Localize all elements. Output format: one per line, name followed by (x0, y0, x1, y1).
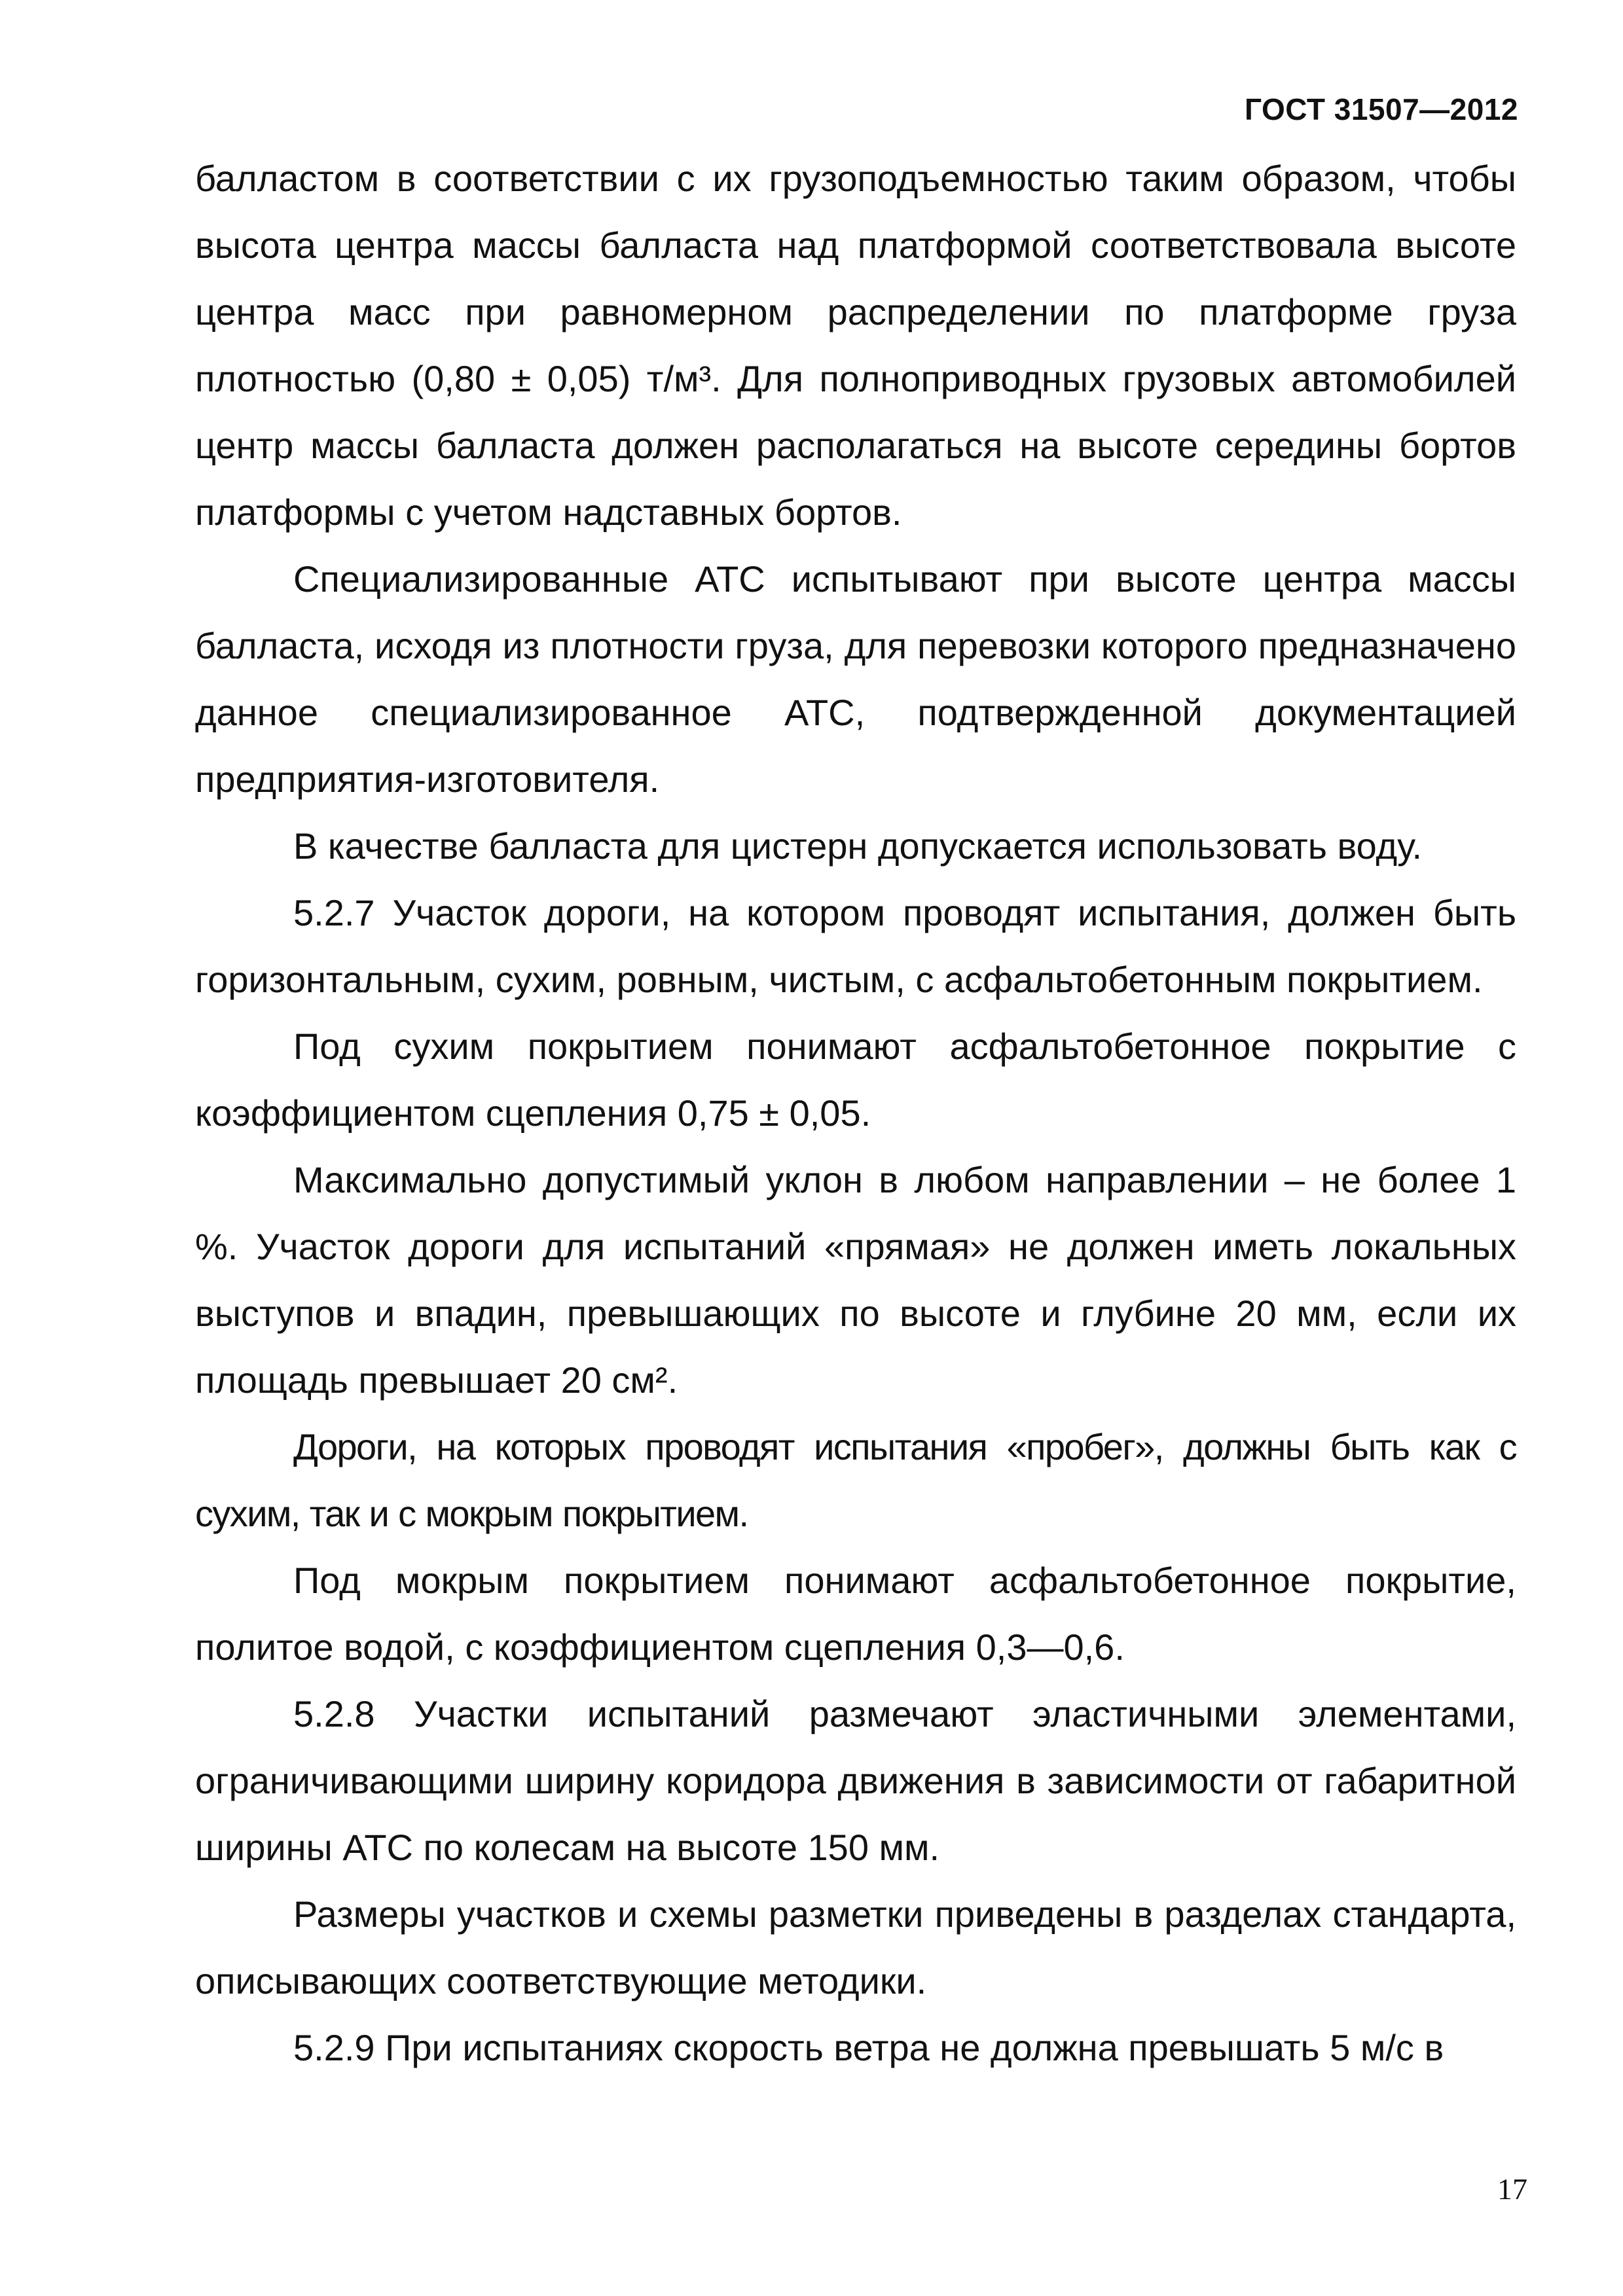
paragraph: Под сухим покрытием понимают асфальтобетонное покрытие с коэффициентом сцепления 0,75 ± 0,05. (195, 1026, 1516, 1134)
paragraph: Под мокрым покрытием понимают асфальтобетонное покрытие, политое водой, с коэффициентом сцепления 0,3—0,6. (195, 1560, 1516, 1668)
paragraph: Размеры участков и схемы разметки приведены в разделах стандарта, описывающих соответствующие методики. (195, 1893, 1516, 2001)
paragraph: В качестве балласта для цистерн допускается использовать воду. (293, 825, 1423, 867)
paragraph: Максимально допустимый уклон в любом направлении – не более 1 %. Участок дороги для испытаний «прямая» не должен иметь локальных выступов и впадин, превышающих по высоте и глубине 20 мм, если их площадь превышает 20 см². (195, 1159, 1516, 1401)
document-header: ГОСТ 31507—2012 (1245, 92, 1518, 126)
document-body (195, 145, 1516, 2081)
paragraph: 5.2.8 Участки испытаний размечают эластичными элементами, ограничивающими ширину коридора движения в зависимости от габаритной ширины АТС по колесам на высоте 150 мм. (195, 1693, 1516, 1868)
paragraph: Дороги, на которых проводят испытания «пробег», должны быть как с сухим, так и с мокрым покрытием. (195, 1426, 1516, 1534)
page-number: 17 (1497, 2172, 1527, 2206)
paragraph: 5.2.7 Участок дороги, на котором проводят испытания, должен быть горизонтальным, сухим, ровным, чистым, с асфальтобетонным покрытием. (195, 892, 1516, 1000)
paragraph: Специализированные АТС испытывают при высоте центра массы балласта, исходя из плотности груза, для перевозки которого предназначено данное специализированное АТС, подтвержденной документацией предприятия-изготовителя. (195, 558, 1516, 800)
paragraph: балластом в соответствии с их грузоподъемностью таким образом, чтобы высота центра массы балласта над платформой соответствовала высоте центра масс при равномерном распределении по платформе груза плотностью (0,80 ± 0,05) т/м³. Для полноприводных грузовых автомобилей центр массы балласта должен располагаться на высоте середины бортов платформы с учетом надставных бортов. (195, 158, 1516, 533)
paragraph: 5.2.9 При испытаниях скорость ветра не должна превышать 5 м/с в (293, 2027, 1444, 2068)
